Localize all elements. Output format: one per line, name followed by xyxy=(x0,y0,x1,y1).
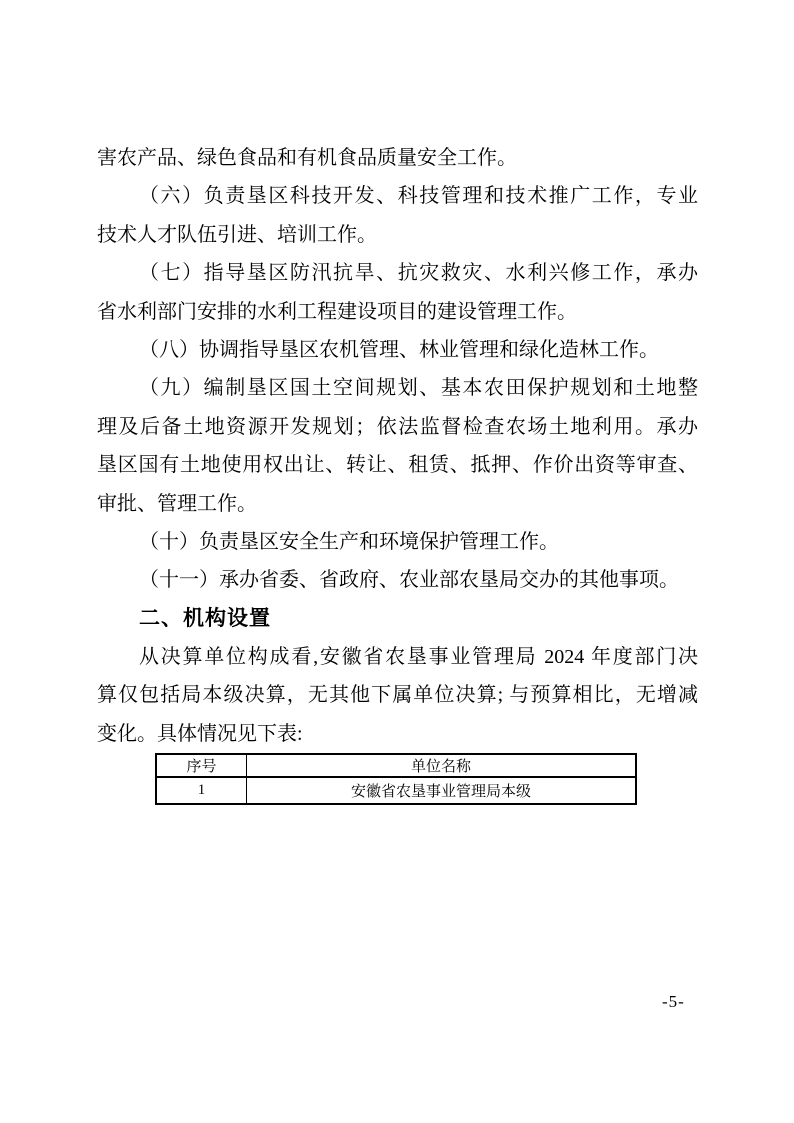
document-line-4: （七）指导垦区防汛抗旱、抗灾救灾、水利兴修工作，承办 xyxy=(139,262,698,285)
header-cell-name: 单位名称 xyxy=(247,754,637,777)
document-line-14: 从决算单位构成看,安徽省农垦事业管理局 2024 年度部门决 xyxy=(139,646,698,669)
document-line-15: 算仅包括局本级决算，无其他下属单位决算; 与预算相比，无增减 xyxy=(97,684,698,707)
document-line-11: （十）负责垦区安全生产和环境保护管理工作。 xyxy=(139,530,559,553)
section-heading: 二、机构设置 xyxy=(139,606,271,630)
document-line-5: 省水利部门安排的水利工程建设项目的建设管理工作。 xyxy=(97,300,577,323)
document-body xyxy=(97,139,698,753)
document-line-1: 害农产品、绿色食品和有机食品质量安全工作。 xyxy=(97,147,517,169)
table-row xyxy=(156,777,636,804)
page-number: -5- xyxy=(662,992,685,1011)
cell-seq: 1 xyxy=(156,777,247,804)
table-header-row xyxy=(156,754,636,777)
header-cell-seq: 序号 xyxy=(156,754,247,777)
unit-table-body xyxy=(156,777,636,804)
unit-table xyxy=(155,753,637,805)
document-line-12: （十一）承办省委、省政府、农业部农垦局交办的其他事项。 xyxy=(139,569,679,592)
document-line-3: 技术人才队伍引进、培训工作。 xyxy=(97,223,377,246)
document-line-10: 审批、管理工作。 xyxy=(97,492,257,515)
document-line-9: 垦区国有土地使用权出让、转让、租赁、抵押、作价出资等审查、 xyxy=(97,454,698,477)
document-line-16: 变化。具体情况见下表: xyxy=(97,722,303,745)
document-line-7: （九）编制垦区国土空间规划、基本农田保护规划和土地整 xyxy=(139,377,698,400)
document-line-8: 理及后备土地资源开发规划；依法监督检查农场土地利用。承办 xyxy=(97,415,698,438)
document-line-2: （六）负责垦区科技开发、科技管理和技术推广工作，专业 xyxy=(139,185,698,208)
cell-name: 安徽省农垦事业管理局本级 xyxy=(247,777,637,804)
document-line-6: （八）协调指导垦区农机管理、林业管理和绿化造林工作。 xyxy=(139,338,659,361)
unit-table-header xyxy=(156,754,636,777)
